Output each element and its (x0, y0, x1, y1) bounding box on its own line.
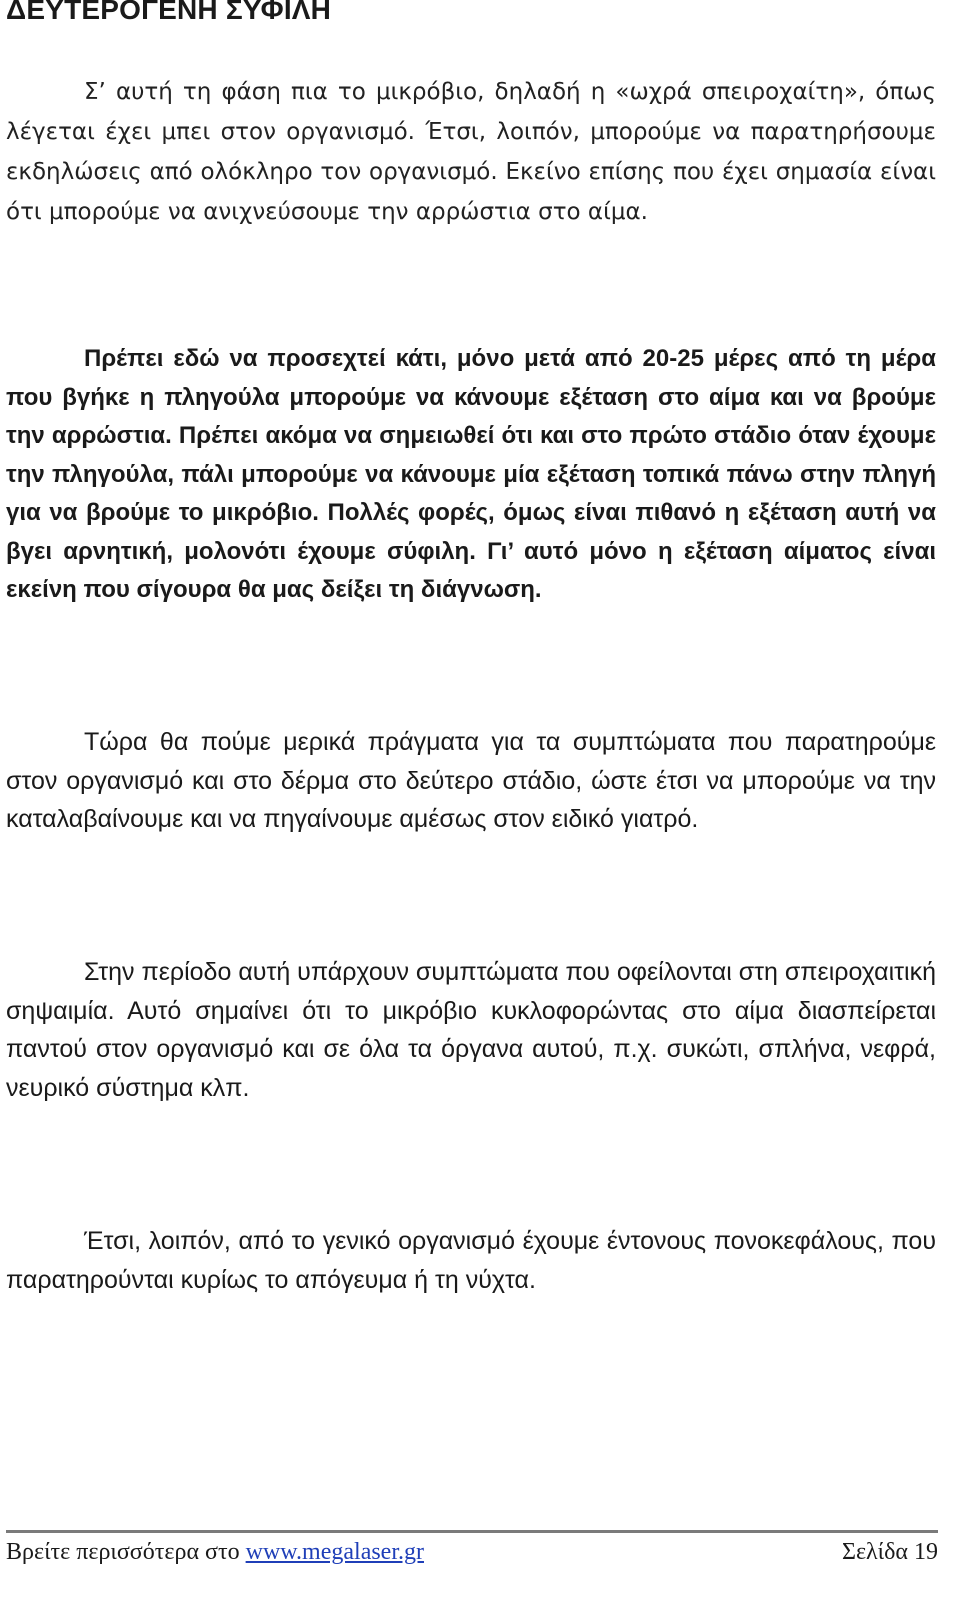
paragraph-symptoms-intro: Τώρα θα πούμε μερικά πράγματα για τα συμπτώματα που παρατηρούμε στον οργανισμό και στο δέρμα στο δεύτερο στάδιο, ώστε έτσι να μπορούμε να την καταλαβαίνουμε και να πηγαίνουμε αμέσως στον ειδικό γιατρό. (6, 728, 936, 833)
paragraph-septicemia: Στην περίοδο αυτή υπάρχουν συμπτώματα που οφείλονται στη σπειροχαιτική σηψαιμία. Αυτό σημαίνει ότι το μικρόβιο κυκλοφορώντας στο αίμα διασπείρεται παντού στον οργανισμό και σε όλα τα όργανα αυτού, π.χ. συκώτι, σπλήνα, νεφρά, νευρικό σύστημα κλπ. (6, 958, 936, 1102)
footer-website-link[interactable]: www.megalaser.gr (245, 1539, 424, 1565)
page-footer (6, 1534, 938, 1570)
document-title: ΔΕΥΤΕΡΟΓΕΝΗ ΣΥΦΙΛΗ (6, 0, 332, 25)
footer-divider (6, 1530, 938, 1533)
paragraph-intro: Σ’ αυτή τη φάση πια το μικρόβιο, δηλαδή η «ωχρά σπειροχαίτη», όπως λέγεται έχει μπει στον οργανισμό. Έτσι, λοιπόν, μπορούμε να παρατηρήσουμε εκδηλώσεις από ολόκληρο τον οργανισμό. Εκείνο επίσης που έχει σημασία είναι ότι μπορούμε να ανιχνεύσουμε την αρρώστια στο αίμα. (6, 79, 936, 225)
footer-text: Βρείτε περισσότερα στο (6, 1539, 246, 1565)
paragraph-headaches: Έτσι, λοιπόν, από το γενικό οργανισμό έχουμε έντονους πονοκεφάλους, που παρατηρούνται κυρίως το απόγευμα ή τη νύχτα. (6, 1227, 936, 1294)
page-number: Σελίδα 19 (841, 1539, 938, 1565)
paragraph-diagnosis-bold: Πρέπει εδώ να προσεχτεί κάτι, μόνο μετά από 20-25 μέρες από τη μέρα που βγήκε η πληγούλα μπορούμε να κάνουμε εξέταση στο αίμα και να βρούμε την αρρώστια. Πρέπει ακόμα να σημειωθεί ότι και στο πρώτο στάδιο όταν έχουμε την πληγούλα, πάλι μπορούμε να κάνουμε μία εξέταση τοπικά πάνω στην πληγή για να βρούμε το μικρόβιο. Πολλές φορές, όμως είναι πιθανό η εξέταση αυτή να βγει αρνητική, μολονότι έχουμε σύφιλη. Γι’ αυτό μόνο η εξέταση αίματος είναι εκείνη που σίγουρα θα μας δείξει τη διάγνωση. (6, 345, 936, 603)
footer-left (6, 1534, 424, 1570)
